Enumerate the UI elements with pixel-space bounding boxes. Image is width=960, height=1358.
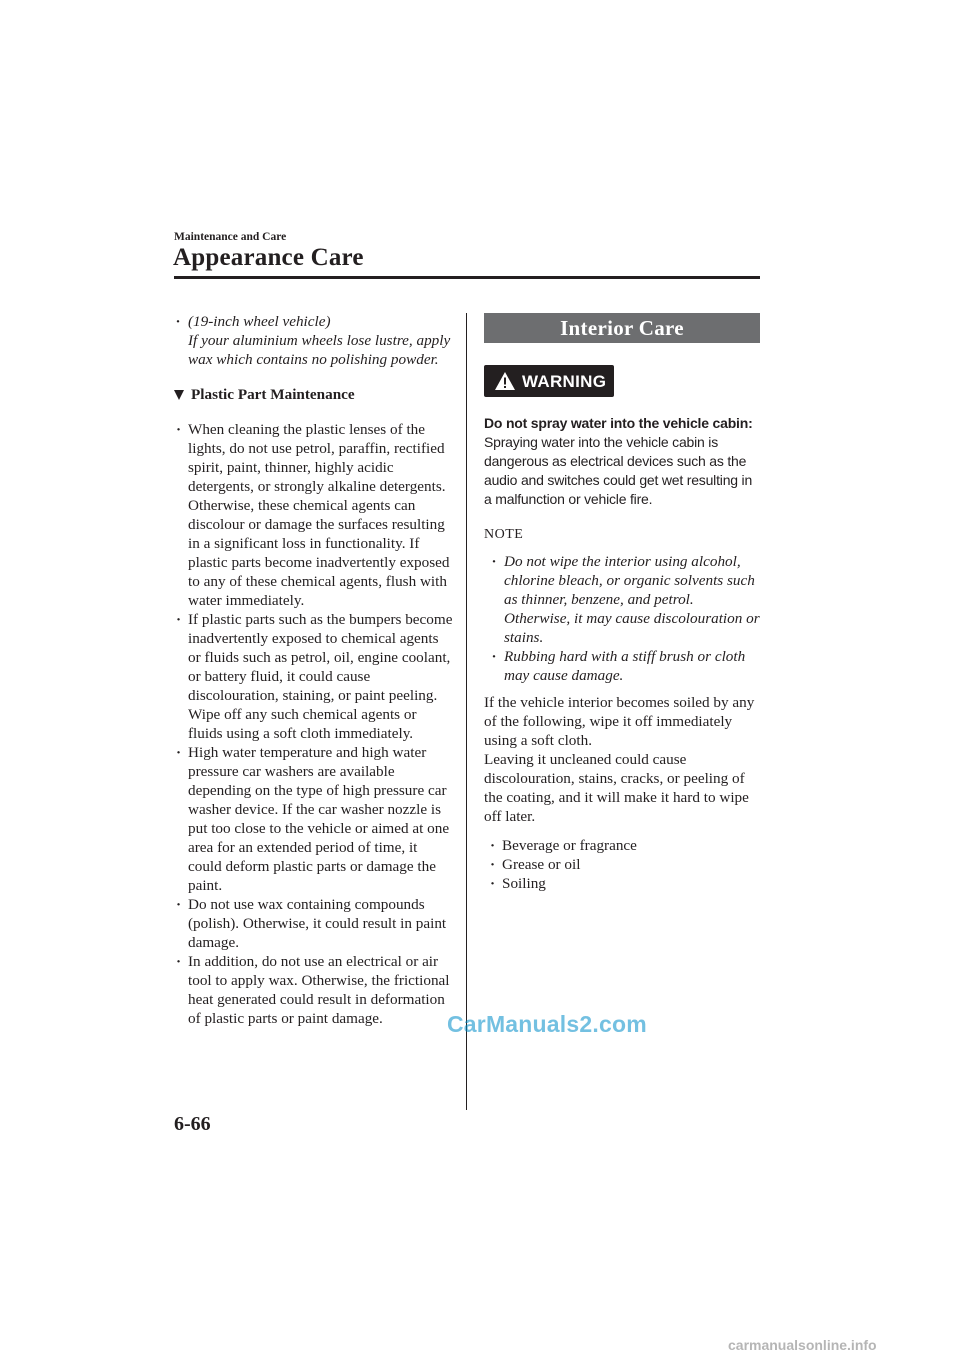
wheel-note-title: · (19-inch wheel vehicle) (188, 313, 331, 330)
triangle-marker-icon (174, 390, 184, 400)
list-item: · Beverage or fragrance (488, 836, 760, 855)
note-item: · Rubbing hard with a stiff brush or cloth may cause damage. (490, 647, 760, 685)
warning-label: WARNING (522, 371, 607, 391)
list-item: · Do not use wax containing compounds (polish). Otherwise, it could result in paint damage. (174, 895, 454, 952)
soil-paragraph-2: Leaving it uncleaned could cause discolouration, stains, cracks, or peeling of the coating, and it will make it hard to wipe off later. (484, 751, 749, 825)
soil-type-list (488, 836, 760, 893)
warning-body: Spraying water into the vehicle cabin is dangerous as electrical devices such as the audio and switches could get wet resulting in a malfunction or vehicle fire. (484, 434, 753, 507)
warning-text (484, 414, 760, 509)
warning-badge (484, 365, 614, 397)
wheel-note-text: If your aluminium wheels lose lustre, apply wax which contains no polishing powder. (188, 332, 451, 368)
list-item: · When cleaning the plastic lenses of the lights, do not use petrol, paraffin, rectified spirit, paint, thinner, highly acidic detergents, or strongly alkaline detergents. Otherwise, these chemical agents can discolour or damage the surfaces resulting in a significant loss in functionality. If plastic parts become inadvertently exposed to any of these chemical agents, flush with water immediately. (174, 420, 454, 610)
warning-heading: Do not spray water into the vehicle cabin: (484, 415, 753, 431)
plastic-maintenance-heading (174, 385, 454, 404)
column-divider (466, 313, 467, 1110)
section-label: Maintenance and Care (174, 231, 287, 243)
list-item: · High water temperature and high water pressure car washers are available depending on the type of high pressure car washer device. If the car washer nozzle is put too close to the vehicle or aimed at one area for an extended period of time, it could deform plastic parts or damage the paint. (174, 743, 454, 895)
interior-care-banner: Interior Care (484, 313, 760, 343)
title-rule (174, 276, 760, 279)
page-number: 6-66 (174, 1113, 211, 1135)
warning-triangle-icon (494, 371, 516, 391)
list-item: · In addition, do not use an electrical or air tool to apply wax. Otherwise, the frictional heat generated could result in deformation of plastic parts or paint damage. (174, 952, 454, 1028)
wheel-note-bullet (174, 312, 454, 369)
soil-instructions (484, 693, 760, 826)
list-item: · Grease or oil (488, 855, 760, 874)
right-column (484, 313, 760, 893)
watermark-link[interactable]: CarManuals2.com (447, 1011, 647, 1037)
note-list (490, 552, 760, 685)
warning-section (484, 365, 760, 509)
soil-paragraph-1: If the vehicle interior becomes soiled by any of the following, wipe it off immediately using a soft cloth. (484, 694, 755, 749)
footer-watermark-link[interactable]: carmanualsonline.info (728, 1337, 877, 1353)
note-label: NOTE (484, 527, 524, 542)
plastic-maintenance-list (174, 420, 454, 1028)
list-item: · If plastic parts such as the bumpers become inadvertently exposed to chemical agents or fluids such as petrol, oil, engine coolant, or battery fluid, it could cause discolouration, staining, or paint peeling. Wipe off any such chemical agents or fluids using a soft cloth immediately. (174, 610, 454, 743)
page-title: Appearance Care (173, 244, 364, 271)
plastic-maintenance-heading-text: Plastic Part Maintenance (191, 386, 355, 403)
left-column (174, 312, 454, 1028)
note-item: · Do not wipe the interior using alcohol, chlorine bleach, or organic solvents such as thinner, benzene, and petrol. Otherwise, it may cause discolouration or stains. (490, 552, 760, 647)
list-item: · Soiling (488, 874, 760, 893)
